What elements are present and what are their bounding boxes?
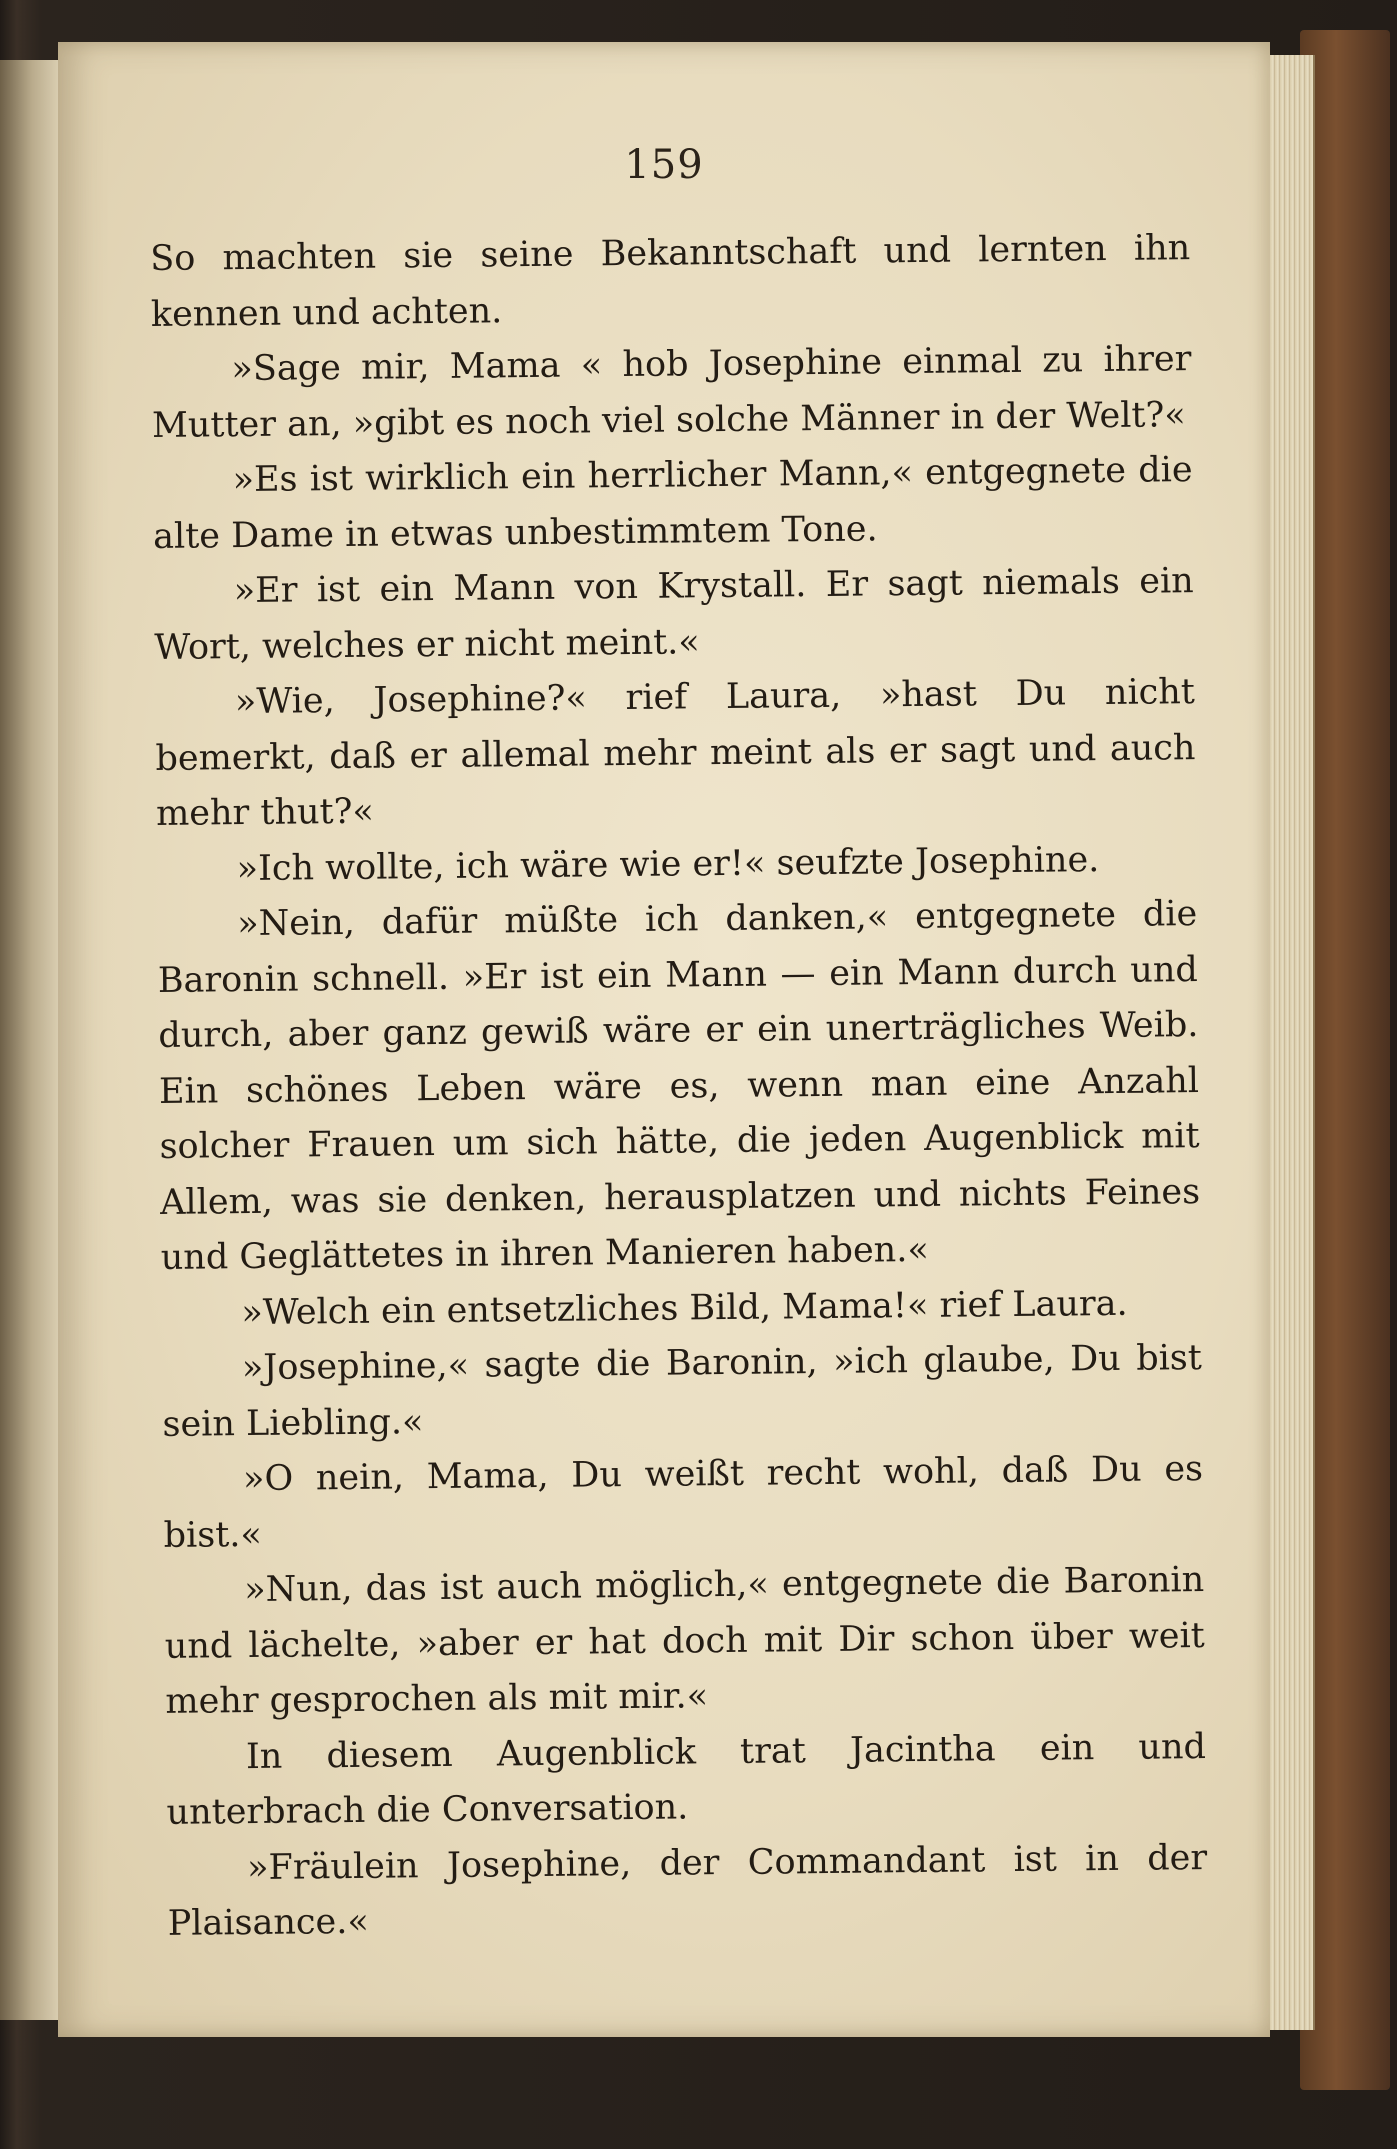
paragraph: »Fräulein Josephine, der Commandant ist in der Plaisance.«	[167, 1837, 1208, 1944]
paragraph: In diesem Augenblick trat Jacintha ein und unterbrach die Conversation.	[166, 1726, 1207, 1833]
page-edge-stack	[1265, 55, 1315, 2030]
paragraph: »O nein, Mama, Du weißt recht wohl, daß Du es bist.«	[163, 1449, 1204, 1556]
paragraph: »Nein, dafür müßte ich danken,« entgegnete die Baronin schnell. »Er ist ein Mann — ein Mann durch und durch, aber ganz gewiß wäre er ein unerträgliches Weib. Ein schönes Leben wäre es, wenn man eine Anzahl solcher Frauen um sich hätte, die jeden Augenblick mit Allem, was sie denken, herausplatzen und nichts Feines und Geglättetes in ihren Manieren haben.«	[157, 894, 1201, 1278]
paragraph: »Es ist wirklich ein herrlicher Mann,« entgegnete die alte Dame in etwas unbestimmtem Tone.	[152, 450, 1193, 557]
paragraph: »Josephine,« sagte die Baronin, »ich glaube, Du bist sein Liebling.«	[162, 1338, 1203, 1445]
page-number: 159	[624, 142, 704, 188]
paragraph: »Wie, Josephine?« rief Laura, »hast Du nicht bemerkt, daß er allemal mehr meint als er sagt und auch mehr thut?«	[155, 672, 1196, 834]
paragraph: »Nun, das ist auch möglich,« entgegnete die Baronin und lächelte, »aber er hat doch mit Dir schon über weit mehr gesprochen als mit mir.«	[164, 1560, 1205, 1722]
paragraph: »Ich wollte, ich wäre wie er!« seufzte Josephine.	[236, 839, 1100, 889]
paragraph: »Welch ein entsetzliches Bild, Mama!« rief Laura.	[241, 1283, 1128, 1333]
paragraph: »Sage mir, Mama « hob Josephine einmal zu ihrer Mutter an, »gibt es noch viel solche Männer in der Welt?«	[151, 339, 1192, 446]
paragraph: So machten sie seine Bekanntschaft und lernten ihn kennen und achten.	[150, 228, 1191, 335]
book-page	[58, 42, 1270, 2037]
paragraph: »Er ist ein Mann von Krystall. Er sagt niemals ein Wort, welches er nicht meint.«	[154, 561, 1194, 668]
body-text	[150, 221, 1208, 1952]
facing-page-edge	[0, 60, 58, 2020]
